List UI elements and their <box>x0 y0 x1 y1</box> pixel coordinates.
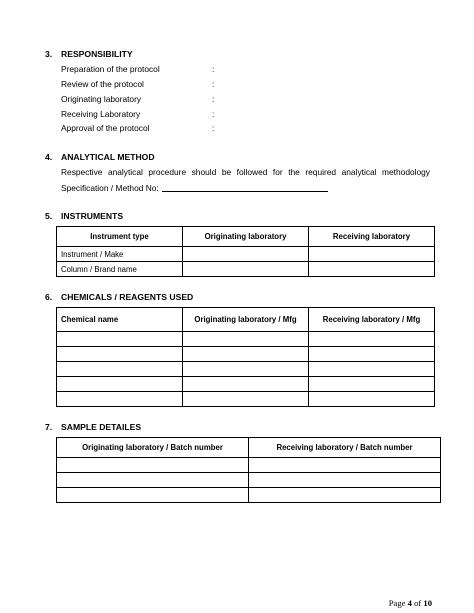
table-header-row <box>57 308 435 332</box>
table-cell <box>57 488 249 503</box>
table-row <box>57 362 435 377</box>
specification-label: Specification / Method No: <box>61 183 159 193</box>
section-number: 3. <box>45 49 53 59</box>
section-number: 5. <box>45 211 53 221</box>
table-cell <box>57 377 183 392</box>
responsibility-colon: : <box>212 94 215 104</box>
table-cell <box>183 247 309 262</box>
table-cell <box>309 362 435 377</box>
instruments-table <box>56 226 435 277</box>
page-word: Page <box>388 598 406 608</box>
table-header-row <box>57 227 435 247</box>
table-cell <box>57 347 183 362</box>
chemicals-table <box>56 307 435 407</box>
table-row <box>57 473 441 488</box>
column-header: Originating laboratory <box>183 227 309 247</box>
table-cell <box>57 392 183 407</box>
section-number: 4. <box>45 152 53 162</box>
table-row <box>57 347 435 362</box>
section-title: INSTRUMENTS <box>61 211 124 221</box>
column-header: Chemical name <box>57 308 183 332</box>
table-cell <box>309 332 435 347</box>
table-row <box>57 247 435 262</box>
responsibility-item: Review of the protocol <box>61 79 144 89</box>
section-number: 7. <box>45 422 53 432</box>
responsibility-colon: : <box>212 79 215 89</box>
responsibility-item: Receiving Laboratory <box>61 109 141 119</box>
table-cell <box>57 473 249 488</box>
specification-blank-line <box>162 191 328 192</box>
section-title: SAMPLE DETAILES <box>61 422 142 432</box>
table-cell <box>249 488 441 503</box>
table-cell <box>309 377 435 392</box>
table-cell <box>249 473 441 488</box>
table-row <box>57 262 435 277</box>
table-cell <box>183 392 309 407</box>
column-header: Receiving laboratory / Batch number <box>249 438 441 458</box>
table-cell <box>57 362 183 377</box>
table-cell <box>183 347 309 362</box>
column-header: Receiving laboratory / Mfg <box>309 308 435 332</box>
current-page-number: 4 <box>407 598 412 608</box>
table-cell <box>183 332 309 347</box>
responsibility-item: Approval of the protocol <box>61 123 150 133</box>
table-row <box>57 458 441 473</box>
table-cell <box>57 332 183 347</box>
responsibility-item: Preparation of the protocol <box>61 64 160 74</box>
responsibility-colon: : <box>212 64 215 74</box>
table-row <box>57 332 435 347</box>
table-cell <box>57 458 249 473</box>
section-title: RESPONSIBILITY <box>61 49 133 59</box>
table-cell: Instrument / Make <box>57 247 183 262</box>
table-cell: Column / Brand name <box>57 262 183 277</box>
total-page-count: 10 <box>423 598 432 608</box>
samples-table <box>56 437 441 503</box>
column-header: Originating laboratory / Batch number <box>57 438 249 458</box>
section-number: 6. <box>45 292 53 302</box>
column-header: Instrument type <box>57 227 183 247</box>
table-cell <box>183 262 309 277</box>
responsibility-colon: : <box>212 109 215 119</box>
table-cell <box>183 362 309 377</box>
table-row <box>57 392 435 407</box>
section-title: CHEMICALS / REAGENTS USED <box>61 292 194 302</box>
table-cell <box>249 458 441 473</box>
table-cell <box>309 247 435 262</box>
section-title: ANALYTICAL METHOD <box>61 152 155 162</box>
responsibility-item: Originating laboratory <box>61 94 142 104</box>
analytical-method-text: Respective analytical procedure should be followed for the required analytical methodology <box>61 167 430 177</box>
column-header: Receiving laboratory <box>309 227 435 247</box>
table-header-row <box>57 438 441 458</box>
table-cell <box>309 262 435 277</box>
responsibility-colon: : <box>212 123 215 133</box>
table-cell <box>309 392 435 407</box>
table-cell <box>183 377 309 392</box>
table-row <box>57 488 441 503</box>
table-cell <box>309 347 435 362</box>
of-word: of <box>414 598 422 608</box>
table-row <box>57 377 435 392</box>
column-header: Originating laboratory / Mfg <box>183 308 309 332</box>
page-number-footer <box>389 598 432 608</box>
